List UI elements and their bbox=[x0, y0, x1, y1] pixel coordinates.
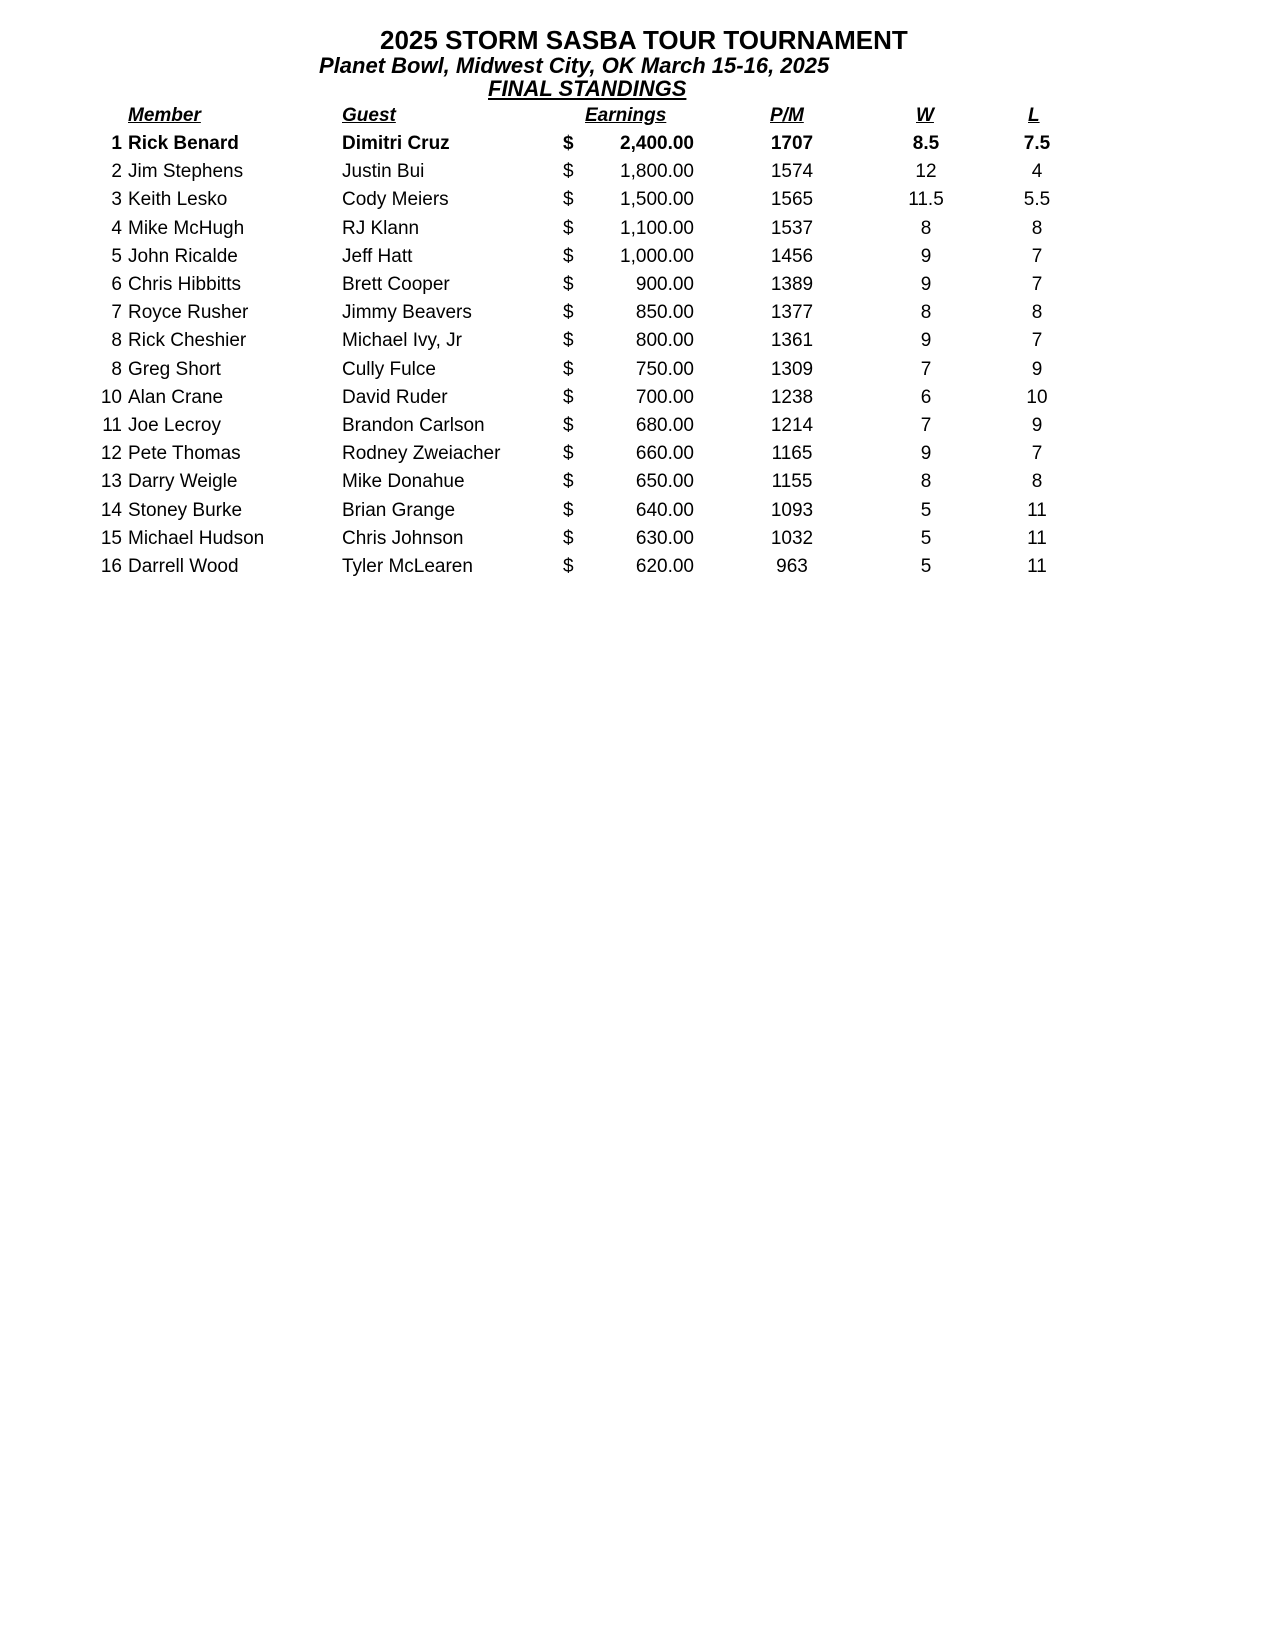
member-name: Michael Hudson bbox=[128, 527, 265, 549]
member-name: Darrell Wood bbox=[128, 556, 239, 577]
member-name: Jim Stephens bbox=[128, 161, 244, 183]
pm-value: 1574 bbox=[770, 161, 814, 183]
pm-value: 1238 bbox=[770, 386, 814, 408]
pm-value: 963 bbox=[776, 556, 808, 577]
guest-name: Mike Donahue bbox=[342, 471, 465, 493]
table-row bbox=[0, 299, 1275, 327]
wins-value: 8 bbox=[920, 471, 932, 493]
wins-value: 11.5 bbox=[908, 189, 944, 211]
guest-name: Brandon Carlson bbox=[342, 415, 485, 436]
table-row bbox=[0, 553, 1275, 581]
standings-heading: FINAL STANDINGS bbox=[488, 76, 687, 101]
guest-name: Jeff Hatt bbox=[342, 245, 413, 267]
losses-value: 9 bbox=[1031, 358, 1043, 380]
wins-value: 8 bbox=[920, 217, 932, 239]
table-row bbox=[0, 130, 1275, 158]
earnings-value: 750.00 bbox=[635, 358, 694, 380]
member-name: Royce Rusher bbox=[128, 302, 249, 324]
table-row bbox=[0, 497, 1275, 525]
table-row bbox=[0, 412, 1275, 440]
earnings-value: 680.00 bbox=[635, 415, 694, 436]
column-header-earnings: Earnings bbox=[585, 105, 667, 126]
member-name: Chris Hibbitts bbox=[128, 274, 241, 295]
guest-name: Cody Meiers bbox=[342, 189, 449, 211]
pm-value: 1032 bbox=[770, 527, 814, 549]
losses-value: 10 bbox=[1026, 386, 1048, 408]
rank-cell: 7 bbox=[111, 302, 122, 324]
wins-value: 12 bbox=[915, 161, 937, 183]
losses-value: 7 bbox=[1031, 443, 1043, 465]
losses-value: 11 bbox=[1027, 527, 1047, 549]
guest-name: Tyler McLearen bbox=[342, 556, 473, 577]
pm-value: 1093 bbox=[770, 499, 814, 521]
currency-symbol: $ bbox=[563, 443, 574, 465]
table-row bbox=[0, 215, 1275, 243]
table-row bbox=[0, 271, 1275, 299]
wins-value: 8.5 bbox=[912, 133, 940, 154]
guest-name: Brian Grange bbox=[342, 499, 456, 521]
currency-symbol: $ bbox=[563, 274, 574, 295]
rank-cell: 16 bbox=[100, 556, 122, 577]
losses-value: 7 bbox=[1031, 330, 1043, 352]
currency-symbol: $ bbox=[563, 471, 574, 493]
earnings-value: 1,500.00 bbox=[620, 189, 694, 211]
wins-value: 5 bbox=[920, 556, 932, 577]
member-name: Keith Lesko bbox=[128, 189, 228, 211]
earnings-value: 630.00 bbox=[635, 527, 694, 549]
member-name: Alan Crane bbox=[128, 386, 224, 408]
losses-value: 8 bbox=[1031, 217, 1043, 239]
column-header-guest: Guest bbox=[342, 105, 396, 126]
column-header-member: Member bbox=[128, 105, 201, 126]
losses-value: 11 bbox=[1027, 499, 1047, 521]
pm-value: 1377 bbox=[770, 302, 814, 324]
earnings-value: 640.00 bbox=[635, 499, 694, 521]
rank-cell: 1 bbox=[111, 133, 122, 154]
currency-symbol: $ bbox=[563, 217, 574, 239]
event-subtitle: Planet Bowl, Midwest City, OK March 15-16, 2025 bbox=[319, 53, 830, 78]
wins-value: 7 bbox=[920, 358, 932, 380]
guest-name: Jimmy Beavers bbox=[342, 302, 472, 324]
guest-name: Brett Cooper bbox=[342, 274, 450, 295]
rank-cell: 4 bbox=[111, 217, 122, 239]
guest-name: Rodney Zweiacher bbox=[342, 443, 501, 465]
currency-symbol: $ bbox=[563, 330, 574, 352]
member-name: Darry Weigle bbox=[128, 471, 238, 493]
losses-value: 4 bbox=[1031, 161, 1043, 183]
pm-value: 1537 bbox=[770, 217, 814, 239]
currency-symbol: $ bbox=[563, 499, 574, 521]
pm-value: 1456 bbox=[770, 245, 814, 267]
guest-name: Dimitri Cruz bbox=[342, 133, 450, 154]
member-name: John Ricalde bbox=[128, 245, 238, 267]
wins-value: 9 bbox=[920, 245, 932, 267]
currency-symbol: $ bbox=[563, 358, 574, 380]
guest-name: David Ruder bbox=[342, 386, 448, 408]
table-row bbox=[0, 186, 1275, 214]
wins-value: 5 bbox=[920, 527, 932, 549]
earnings-value: 1,100.00 bbox=[620, 217, 694, 239]
rank-cell: 14 bbox=[100, 499, 122, 521]
rank-cell: 11 bbox=[102, 415, 122, 436]
rank-cell: 8 bbox=[111, 358, 122, 380]
losses-value: 5.5 bbox=[1023, 189, 1051, 211]
earnings-value: 1,800.00 bbox=[620, 161, 694, 183]
table-row bbox=[0, 243, 1275, 271]
pm-value: 1565 bbox=[770, 189, 814, 211]
wins-value: 7 bbox=[920, 415, 932, 436]
member-name: Mike McHugh bbox=[128, 217, 245, 239]
guest-name: RJ Klann bbox=[342, 217, 420, 239]
rank-cell: 6 bbox=[111, 274, 122, 295]
rank-cell: 3 bbox=[111, 189, 122, 211]
losses-value: 9 bbox=[1031, 415, 1043, 436]
rank-cell: 5 bbox=[111, 245, 122, 267]
wins-value: 9 bbox=[920, 330, 932, 352]
earnings-value: 800.00 bbox=[635, 330, 694, 352]
member-name: Stoney Burke bbox=[128, 499, 243, 521]
losses-value: 11 bbox=[1027, 556, 1047, 577]
rank-cell: 2 bbox=[111, 161, 122, 183]
losses-value: 7 bbox=[1031, 274, 1043, 295]
currency-symbol: $ bbox=[563, 189, 574, 211]
earnings-value: 900.00 bbox=[635, 274, 694, 295]
losses-value: 7.5 bbox=[1023, 133, 1051, 154]
earnings-value: 2,400.00 bbox=[620, 133, 694, 154]
pm-value: 1214 bbox=[770, 415, 814, 436]
wins-value: 8 bbox=[920, 302, 932, 324]
page-title: 2025 STORM SASBA TOUR TOURNAMENT bbox=[380, 25, 908, 55]
wins-value: 9 bbox=[920, 274, 932, 295]
member-name: Pete Thomas bbox=[128, 443, 241, 465]
table-row bbox=[0, 468, 1275, 496]
guest-name: Justin Bui bbox=[342, 161, 425, 183]
column-header-losses: L bbox=[1028, 105, 1040, 126]
rank-cell: 10 bbox=[100, 386, 122, 408]
table-row bbox=[0, 356, 1275, 384]
pm-value: 1361 bbox=[770, 330, 814, 352]
wins-value: 6 bbox=[920, 386, 932, 408]
member-name: Rick Benard bbox=[128, 133, 239, 154]
earnings-value: 850.00 bbox=[635, 302, 694, 324]
wins-value: 5 bbox=[920, 499, 932, 521]
pm-value: 1165 bbox=[771, 443, 813, 465]
column-header-wins: W bbox=[916, 105, 934, 126]
earnings-value: 700.00 bbox=[635, 386, 694, 408]
currency-symbol: $ bbox=[563, 133, 574, 154]
losses-value: 8 bbox=[1031, 471, 1043, 493]
member-name: Rick Cheshier bbox=[128, 330, 247, 352]
table-row bbox=[0, 158, 1275, 186]
wins-value: 9 bbox=[920, 443, 932, 465]
table-row bbox=[0, 384, 1275, 412]
earnings-value: 620.00 bbox=[635, 556, 694, 577]
currency-symbol: $ bbox=[563, 556, 574, 577]
table-row bbox=[0, 327, 1275, 355]
currency-symbol: $ bbox=[563, 161, 574, 183]
losses-value: 7 bbox=[1031, 245, 1043, 267]
losses-value: 8 bbox=[1031, 302, 1043, 324]
currency-symbol: $ bbox=[563, 245, 574, 267]
rank-cell: 13 bbox=[100, 471, 122, 493]
currency-symbol: $ bbox=[563, 302, 574, 324]
currency-symbol: $ bbox=[563, 415, 574, 436]
earnings-value: 660.00 bbox=[635, 443, 694, 465]
table-row bbox=[0, 525, 1275, 553]
pm-value: 1707 bbox=[770, 133, 814, 154]
member-name: Joe Lecroy bbox=[128, 415, 221, 436]
earnings-value: 650.00 bbox=[635, 471, 694, 493]
guest-name: Chris Johnson bbox=[342, 527, 464, 549]
pm-value: 1155 bbox=[771, 471, 813, 493]
currency-symbol: $ bbox=[563, 386, 574, 408]
table-row bbox=[0, 440, 1275, 468]
guest-name: Cully Fulce bbox=[342, 358, 436, 380]
rank-cell: 8 bbox=[111, 330, 122, 352]
pm-value: 1389 bbox=[770, 274, 814, 295]
pm-value: 1309 bbox=[770, 358, 814, 380]
earnings-value: 1,000.00 bbox=[620, 245, 694, 267]
currency-symbol: $ bbox=[563, 527, 574, 549]
guest-name: Michael Ivy, Jr bbox=[342, 330, 463, 352]
member-name: Greg Short bbox=[128, 358, 221, 380]
column-header-pm: P/M bbox=[770, 105, 804, 126]
rank-cell: 15 bbox=[100, 527, 122, 549]
rank-cell: 12 bbox=[100, 443, 122, 465]
